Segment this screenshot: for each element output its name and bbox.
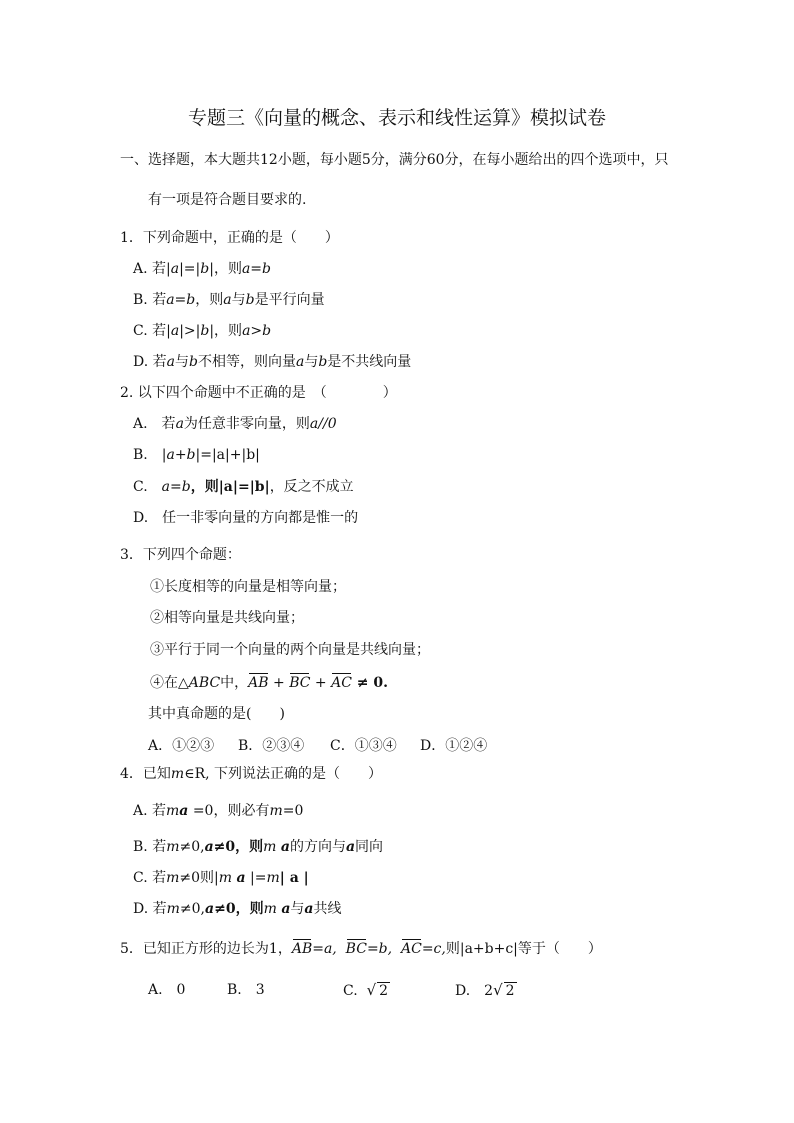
q3-p4-post: ≠ 0. [351,675,389,691]
q4-b-vec3: a [345,839,356,855]
q4-option-c [133,868,309,888]
q3-option-a: A．①②③ [148,738,215,754]
q4-c-m2: m [218,870,233,886]
q1-d-v4: b [318,354,328,370]
q4-stem-pre: 4．已知 [120,766,171,782]
q3-proposition-1: ①长度相等的向量是相等向量； [150,579,346,595]
q2-a-pre: A. 若 [133,416,176,432]
q4-d-vec2: a [281,901,291,917]
q1-c-pre: C. 若| [133,323,171,339]
q1-d-post: 是不共线向量 [327,354,412,370]
q5-vector-ac: AC [401,941,422,957]
q3-proposition-2: ②相等向量是共线向量； [150,610,304,626]
q5-option-c: C. √ 2 [343,981,389,999]
q1-option-c [133,321,271,341]
q3-stem: 3．下列四个命题： [120,547,241,563]
q4-d-vec3: a [304,901,314,917]
q2-b-expr: a+b [166,447,196,463]
q1-option-b [133,290,325,310]
q5-c-pre: C. [343,983,358,999]
q4-c-vec: a [236,870,246,886]
q3-p4-vector-bc: BC [289,675,311,691]
q1-d-and: 与 [175,354,189,370]
q1-c-res: a>b [242,323,272,339]
q1-d-and2: 与 [304,354,319,370]
q3-p4-pre: ④在△ [150,675,189,691]
q1-a-pre: A. 若| [133,261,171,277]
q2-option-c [133,477,354,497]
q5-d-radicand: 2 [505,983,515,999]
q3-p4-vector-ac: AC [331,675,352,691]
q4-b-vec2: a [280,839,290,855]
q5-d-pre: D. 2 [455,983,494,999]
q4-option-d [133,899,341,919]
q1-c-v2: b [200,323,210,339]
q5-vector-bc: BC [345,941,367,957]
q4-d-vec: a [205,901,215,917]
q1-d-v2: b [189,354,198,370]
q4-b-vec: a [204,839,214,855]
q5-option-b: B. 3 [227,982,265,998]
q4-a-post: =0 [282,803,304,819]
q4-b-m2: m [263,839,277,855]
q5-stem-pre: 5．已知正方形的边长为1， [120,941,292,957]
q4-b-post: 的方向与 [289,839,346,855]
q2-a-v1: a [175,416,184,432]
q3-options [148,736,487,756]
q1-a-v2: b [200,261,210,277]
q2-a-res: a//0 [309,416,337,432]
q3-p4-triangle: ABC [188,675,221,691]
q1-d-v3: a [295,354,305,370]
q4-b-pre: B. 若 [133,839,167,855]
q4-d-pre: D. 若 [133,901,167,917]
q3-p4-mid: 中， [220,675,249,691]
page-title: 专题三《向量的概念、表示和线性运算》模拟试卷 [187,107,606,129]
q5-stem [120,939,602,959]
q4-a-m: m [166,803,180,819]
q3-ask: 其中真命题的是( ) [148,706,285,722]
q5-option-d: D. 2√ 2 [455,981,515,999]
q4-d-m: m [166,901,180,917]
q4-c-mid: |= [245,870,267,886]
q1-stem: 1．下列命题中，正确的是（ ） [120,230,339,246]
q4-c-m3: m [266,870,280,886]
q5-c-radicand: 2 [379,983,389,999]
q4-a-vec: a [179,803,189,819]
q4-b-m: m [166,839,180,855]
section-heading-line1: 一、选择题，本大题共12小题，每小题5分，满分60分，在每小题给出的四个选项中，只 [120,152,669,168]
q5-vector-ab: AB [291,941,313,957]
q1-a-v1: a [170,261,180,277]
q3-p4-plus2: + [310,675,332,691]
q1-b-cond: a=b [166,292,196,308]
q5-eq-b: =b, [366,941,393,957]
q1-b-v1: a [223,292,232,308]
q3-proposition-3: ③平行于同一个向量的两个向量是共线向量； [150,642,430,658]
q4-b-post2: 同向 [355,839,384,855]
q4-stem-post: ∈R, 下列说法正确的是（ ） [184,766,383,782]
q4-option-a [133,801,303,821]
q2-a-mid: 为任意非零向量，则 [183,416,310,432]
q2-c-mid: ，则|a|=|b| [190,479,270,495]
q4-d-m2: m [263,901,277,917]
q4-c-m: m [166,870,180,886]
q1-option-d [133,352,411,372]
q1-option-a [133,259,271,279]
q4-a-pre: A. 若 [133,803,167,819]
q3-option-b: B．②③④ [238,738,305,754]
q4-b-cond2: ≠0，则 [213,839,264,855]
q4-d-cond: ≠0, [179,901,206,917]
q3-p4-plus1: + [268,675,290,691]
q1-b-mid: ，则 [195,292,224,308]
q1-c-mid: |>| [179,323,201,339]
q1-d-pre: D. 若 [133,354,167,370]
q4-stem-var: m [170,766,185,782]
q4-c-post: | a | [279,870,309,886]
q2-c-post: ，反之不成立 [269,479,354,495]
q5-eq-c: =c, [421,941,446,957]
q5-stem-post: 则|a+b+c|等于（ ） [445,941,602,957]
q1-a-res: a=b [241,261,271,277]
q4-a-m2: m [269,803,283,819]
section-heading-line2: 有一项是符合题目要求的. [148,192,307,208]
q1-d-mid: 不相等，则向量 [197,354,296,370]
q1-b-post: 是平行向量 [254,292,325,308]
q1-c-post: |，则 [209,323,243,339]
q2-option-b [133,445,260,465]
q3-option-d: D．①②④ [420,738,488,754]
q4-d-cond2: ≠0，则 [214,901,264,917]
q2-c-pre: C. [133,479,162,495]
q2-option-d: D. 任一非零向量的方向都是惟一的 [133,510,359,526]
q4-c-cond: ≠0则| [179,870,219,886]
q4-d-post: 与 [290,901,305,917]
q3-proposition-4 [150,673,388,693]
q4-stem [120,764,382,784]
q1-c-v1: a [170,323,180,339]
q1-d-v1: a [166,354,175,370]
q2-stem: 2. 以下四个命题中不正确的是 （ ） [120,385,397,401]
q1-b-and: 与 [231,292,246,308]
q2-b-post: |=|a|+|b| [195,447,260,463]
q5-option-a: A. 0 [148,982,186,998]
q2-option-a [133,414,337,434]
q5-eq-a: =a, [312,941,337,957]
q4-c-pre: C. 若 [133,870,167,886]
q1-b-v2: b [245,292,255,308]
q4-a-mid: =0，则必有 [188,803,270,819]
q1-a-post: |，则 [209,261,242,277]
q4-option-b [133,837,383,857]
q3-p4-vector-ab: AB [248,675,269,691]
q2-b-pre: B. | [133,447,167,463]
q4-d-post2: 共线 [313,901,342,917]
q3-option-c: C．①③④ [330,738,397,754]
q2-c-expr: a=b [161,479,191,495]
q1-b-pre: B. 若 [133,292,167,308]
q1-a-mid: |=| [179,261,201,277]
q4-b-cond: ≠0, [179,839,205,855]
